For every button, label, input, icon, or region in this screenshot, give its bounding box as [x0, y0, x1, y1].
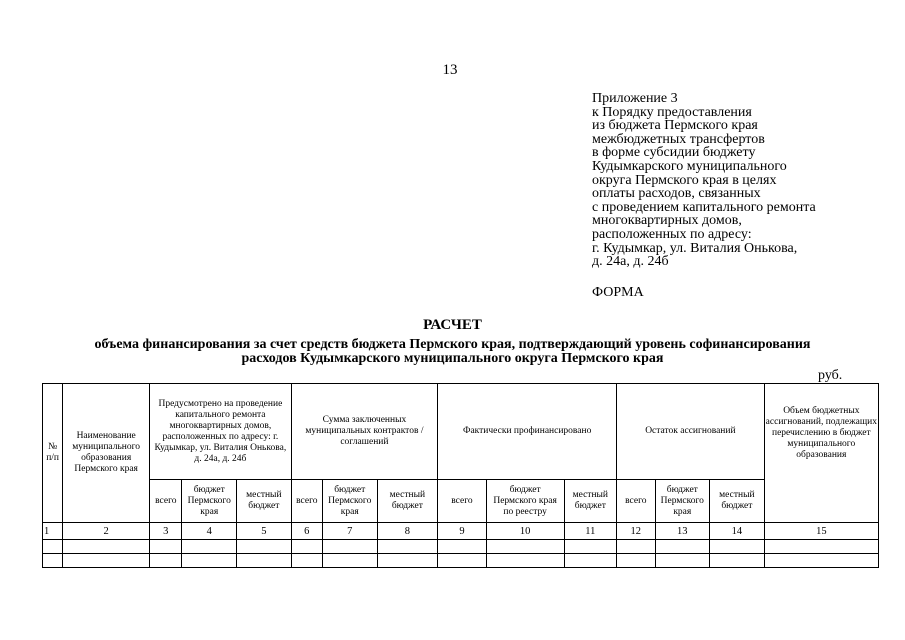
column-number: 12: [617, 523, 655, 540]
form-label: ФОРМА: [592, 285, 644, 300]
subheader-local: местный бюджет: [564, 480, 617, 523]
annex-line: оплаты расходов, связанных: [592, 186, 761, 202]
subheader-total: всего: [438, 480, 487, 523]
column-number: 6: [291, 523, 322, 540]
subheader-regional: бюджет Пермского края: [322, 480, 377, 523]
column-number: 10: [486, 523, 564, 540]
subheader-regional: бюджет Пермского края: [182, 480, 237, 523]
header-contracts: Сумма заключенных муниципальных контрактов / соглашений: [291, 384, 438, 480]
column-number: 3: [150, 523, 182, 540]
header-planned: Предусмотрено на проведение капитального ремонта многоквартирных домов, расположенных по адресу: г. Кудымкар, ул. Виталия Онькова, д. 24а, д. 24б: [150, 384, 292, 480]
subheader-regional-registry: бюджет Пермского края по реестру: [486, 480, 564, 523]
column-number: 4: [182, 523, 237, 540]
subheader-regional: бюджет Пермского края: [655, 480, 710, 523]
column-number: 15: [764, 523, 878, 540]
document-subtitle: [0, 338, 905, 366]
column-number: 1: [43, 523, 63, 540]
annex-line: Кудымкарского муниципального: [592, 158, 787, 174]
subtitle-line-2: расходов Кудымкарского муниципального округа Пермского края: [241, 351, 664, 366]
annex-line: многоквартирных домов,: [592, 213, 742, 229]
header-num: № п/п: [43, 384, 63, 523]
annex-line: округа Пермского края в целях: [592, 172, 777, 188]
column-number: 2: [63, 523, 150, 540]
header-financed: Фактически профинансировано: [438, 384, 617, 480]
header-remaining: Остаток ассигнований: [617, 384, 765, 480]
column-number: 14: [710, 523, 765, 540]
subheader-total: всего: [291, 480, 322, 523]
annex-line: д. 24а, д. 24б: [592, 254, 669, 270]
annex-line: межбюджетных трансфертов: [592, 131, 765, 147]
annex-line: Приложение 3: [592, 91, 678, 106]
header-name: Наименование муниципального образования Пермского края: [63, 384, 150, 523]
subtitle-line-1: объема финансирования за счет средств бюджета Пермского края, подтверждающий уровень софинансирования: [94, 337, 811, 352]
column-number: 8: [377, 523, 438, 540]
document-title: РАСЧЕТ: [423, 317, 482, 333]
annex-line: расположенных по адресу:: [592, 226, 752, 242]
column-number: 7: [322, 523, 377, 540]
subheader-local: местный бюджет: [710, 480, 765, 523]
annex-line: к Порядку предоставления: [592, 104, 752, 120]
annex-block: [592, 92, 892, 269]
column-number: 13: [655, 523, 710, 540]
subheader-total: всего: [150, 480, 182, 523]
subheader-total: всего: [617, 480, 655, 523]
annex-line: из бюджета Пермского края: [592, 118, 758, 134]
column-number: 11: [564, 523, 617, 540]
calculation-table: [42, 383, 879, 568]
page-number: 13: [442, 62, 458, 78]
currency-unit: руб.: [818, 368, 843, 383]
annex-line: в форме субсидии бюджету: [592, 145, 756, 161]
column-number: 5: [237, 523, 292, 540]
header-transfer: Объем бюджетных ассигнований, подлежащих перечислению в бюджет муниципального образования: [764, 384, 878, 523]
column-number: 9: [438, 523, 487, 540]
subheader-local: местный бюджет: [377, 480, 438, 523]
subheader-local: местный бюджет: [237, 480, 292, 523]
empty-data-row: [43, 540, 879, 554]
empty-data-row: [43, 554, 879, 568]
annex-line: г. Кудымкар, ул. Виталия Онькова,: [592, 240, 798, 256]
annex-line: с проведением капитального ремонта: [592, 199, 816, 215]
column-number-row: [43, 523, 879, 540]
